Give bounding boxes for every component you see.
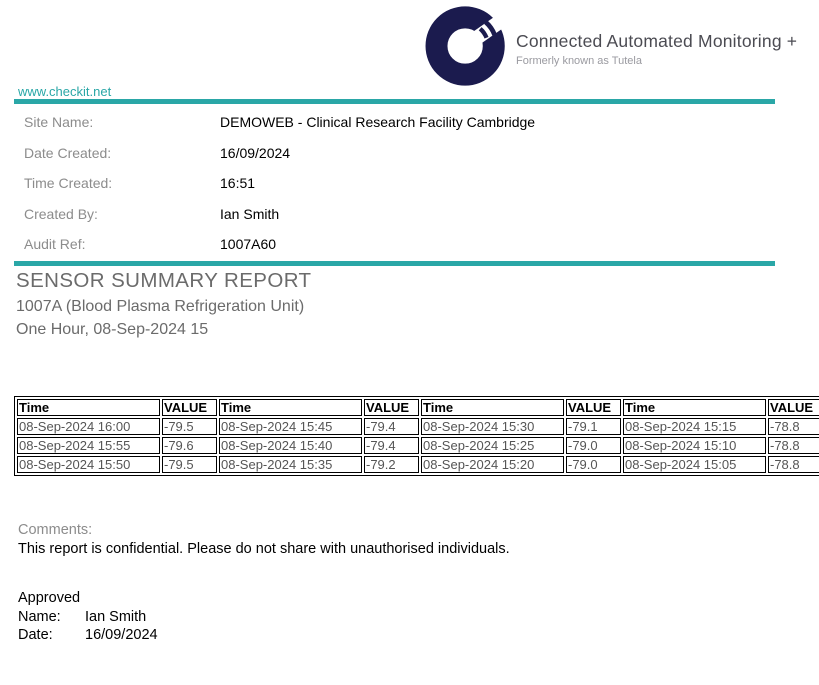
meta-row-site-name — [24, 107, 764, 138]
approval-section — [18, 589, 158, 645]
meta-value: Ian Smith — [220, 205, 280, 222]
col-header-time: Time — [219, 399, 362, 416]
col-header-time: Time — [623, 399, 766, 416]
cell-value: -79.4 — [364, 437, 419, 454]
cell-time: 08-Sep-2024 16:00 — [17, 418, 160, 435]
top-divider — [14, 99, 775, 104]
meta-value: 16:51 — [220, 175, 256, 192]
meta-label: Site Name: — [24, 114, 94, 131]
approval-date-value: 16/09/2024 — [85, 627, 158, 643]
brand-text — [516, 25, 797, 67]
approval-name-row — [18, 608, 158, 627]
meta-label: Date Created: — [24, 144, 112, 161]
report-period: One Hour, 08-Sep-2024 15 — [16, 321, 209, 338]
cell-time: 08-Sep-2024 15:45 — [219, 418, 362, 435]
page-title: SENSOR SUMMARY REPORT — [16, 269, 312, 292]
meta-label: Audit Ref: — [24, 236, 86, 253]
cell-time: 08-Sep-2024 15:05 — [623, 456, 766, 473]
mid-divider — [14, 261, 775, 266]
approval-date-label: Date: — [18, 627, 53, 643]
col-header-time: Time — [421, 399, 564, 416]
meta-row-time-created — [24, 168, 764, 199]
cell-value: -78.8 — [768, 456, 819, 473]
checkit-logo-icon — [424, 4, 512, 88]
approval-heading: Approved — [18, 590, 81, 606]
cell-value: -79.5 — [162, 456, 217, 473]
meta-row-audit-ref — [24, 229, 764, 260]
cell-time: 08-Sep-2024 15:10 — [623, 437, 766, 454]
cell-value: -79.1 — [566, 418, 621, 435]
report-metadata — [24, 107, 764, 260]
meta-value: 1007A60 — [220, 236, 277, 253]
report-title-block — [16, 269, 311, 339]
cell-time: 08-Sep-2024 15:15 — [623, 418, 766, 435]
header-link-row — [18, 84, 111, 99]
table-header-row — [17, 399, 819, 416]
comments-label: Comments: — [18, 522, 93, 538]
brand-name: Connected Automated Monitoring + — [516, 31, 798, 51]
meta-label: Created By: — [24, 205, 98, 222]
cell-time: 08-Sep-2024 15:35 — [219, 456, 362, 473]
table-row — [17, 456, 819, 473]
meta-row-date-created — [24, 138, 764, 169]
col-header-value: VALUE — [768, 399, 819, 416]
col-header-value: VALUE — [162, 399, 217, 416]
cell-value: -79.0 — [566, 456, 621, 473]
meta-label: Time Created: — [24, 175, 113, 192]
cell-value: -79.6 — [162, 437, 217, 454]
cell-value: -79.2 — [364, 456, 419, 473]
cell-value: -79.0 — [566, 437, 621, 454]
cell-time: 08-Sep-2024 15:20 — [421, 456, 564, 473]
meta-value: 16/09/2024 — [220, 144, 291, 161]
approval-name-label: Name: — [18, 608, 61, 625]
approval-name-value: Ian Smith — [85, 608, 147, 625]
comments-section — [18, 521, 510, 559]
table-row — [17, 418, 819, 435]
meta-row-created-by — [24, 199, 764, 230]
table-row — [17, 437, 819, 454]
meta-value: DEMOWEB - Clinical Research Facility Cambridge — [220, 114, 536, 131]
sensor-readings-table — [14, 396, 819, 476]
sensor-subtitle: 1007A (Blood Plasma Refrigeration Unit) — [16, 298, 305, 315]
cell-time: 08-Sep-2024 15:30 — [421, 418, 564, 435]
cell-time: 08-Sep-2024 15:40 — [219, 437, 362, 454]
cell-time: 08-Sep-2024 15:50 — [17, 456, 160, 473]
cell-value: -78.8 — [768, 437, 819, 454]
comments-text: This report is confidential. Please do not share with unauthorised individuals. — [18, 541, 510, 557]
col-header-value: VALUE — [364, 399, 419, 416]
cell-time: 08-Sep-2024 15:55 — [17, 437, 160, 454]
cell-value: -78.8 — [768, 418, 819, 435]
checkit-website-link[interactable]: www.checkit.net — [18, 84, 112, 99]
brand-header — [424, 4, 797, 88]
cell-value: -79.5 — [162, 418, 217, 435]
col-header-value: VALUE — [566, 399, 621, 416]
brand-tagline: Formerly known as Tutela — [516, 55, 642, 67]
col-header-time: Time — [17, 399, 160, 416]
cell-value: -79.4 — [364, 418, 419, 435]
approval-date-row — [18, 626, 158, 645]
cell-time: 08-Sep-2024 15:25 — [421, 437, 564, 454]
